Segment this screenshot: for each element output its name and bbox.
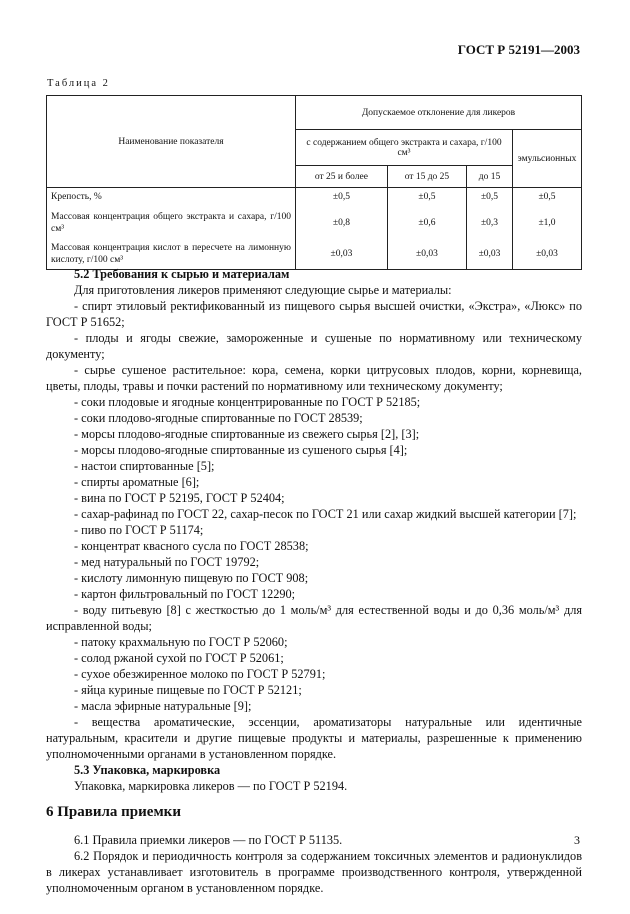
table-row	[47, 240, 582, 270]
paragraph: 6.1 Правила приемки ликеров — по ГОСТ Р 51135.	[74, 833, 343, 847]
col-header-group: Допускаемое отклонение для ликеров	[296, 96, 582, 130]
paragraph: 6.2 Порядок и периодичность контроля за содержанием токсичных элементов и радионуклидов в ликерах устанавливает изготовитель в программе производственного контроля, утвержденной уполномоченным органом в установленном порядке.	[46, 849, 582, 895]
cell-value: ±0,03	[513, 240, 582, 270]
col-header-name: Наименование показателя	[47, 96, 296, 188]
cell-value: ±0,8	[296, 206, 388, 240]
col-header-sub: до 15	[467, 166, 513, 188]
cell-value: ±0,03	[296, 240, 388, 270]
paragraph: - патоку крахмальную по ГОСТ Р 52060;	[74, 635, 288, 649]
paragraph: - сахар-рафинад по ГОСТ 22, сахар-песок по ГОСТ 21 или сахар жидкий высшей категории [7];	[74, 507, 577, 521]
paragraph: - вина по ГОСТ Р 52195, ГОСТ Р 52404;	[74, 491, 285, 505]
row-name: Массовая концентрация кислот в пересчете на лимонную кислоту, г/100 см³	[47, 240, 296, 270]
paragraph: - пиво по ГОСТ Р 51174;	[74, 523, 204, 537]
table-caption: Таблица 2	[47, 78, 110, 89]
col-header-sub: от 25 и более	[296, 166, 388, 188]
cell-value: ±0,5	[467, 188, 513, 206]
paragraph: Для приготовления ликеров применяют следующие сырье и материалы:	[74, 283, 452, 297]
subsection-heading: 5.3 Упаковка, маркировка	[74, 763, 221, 777]
paragraph: - сухое обезжиренное молоко по ГОСТ Р 52791;	[74, 667, 326, 681]
paragraph: - морсы плодово-ягодные спиртованные из сушеного сырья [4];	[74, 443, 408, 457]
col-header-sub: от 15 до 25	[387, 166, 466, 188]
section-heading: 6 Правила приемки	[46, 804, 181, 820]
paragraph: - солод ржаной сухой по ГОСТ Р 52061;	[74, 651, 284, 665]
paragraph: - морсы плодово-ягодные спиртованные из свежего сырья [2], [3];	[74, 427, 420, 441]
cell-value: ±0,5	[296, 188, 388, 206]
cell-value: ±0,6	[387, 206, 466, 240]
paragraph: - спирты ароматные [6];	[74, 475, 200, 489]
paragraph: - картон фильтровальный по ГОСТ 12290;	[74, 587, 296, 601]
document-body	[46, 266, 582, 896]
row-name: Массовая концентрация общего экстракта и сахара, г/100 см³	[47, 206, 296, 240]
cell-value: ±0,03	[387, 240, 466, 270]
paragraph: Упаковка, маркировка ликеров — по ГОСТ Р 52194.	[74, 779, 348, 793]
cell-value: ±0,03	[467, 240, 513, 270]
paragraph: - воду питьевую [8] с жесткостью до 1 моль/м³ для естественной воды и до 0,36 моль/м³ для исправленной воды;	[46, 603, 582, 633]
paragraph: - вещества ароматические, эссенции, ароматизаторы натуральные или идентичные натуральным, красители и другие пищевые продукты и материалы, разрешенные к применению уполномоченными органами в установленном порядке.	[46, 715, 582, 761]
paragraph: - соки плодовые и ягодные концентрированные по ГОСТ Р 52185;	[74, 395, 421, 409]
cell-value: ±1,0	[513, 206, 582, 240]
cell-value: ±0,5	[387, 188, 466, 206]
paragraph: - соки плодово-ягодные спиртованные по ГОСТ 28539;	[74, 411, 363, 425]
document-header: ГОСТ Р 52191—2003	[457, 42, 580, 57]
table-row	[47, 188, 582, 206]
paragraph: - настои спиртованные [5];	[74, 459, 215, 473]
paragraph: - масла эфирные натуральные [9];	[74, 699, 252, 713]
paragraph: - кислоту лимонную пищевую по ГОСТ 908;	[74, 571, 309, 585]
cell-value: ±0,5	[513, 188, 582, 206]
table-row	[47, 206, 582, 240]
page-number: 3	[574, 833, 580, 847]
deviation-table	[46, 95, 582, 270]
col-header-subgroup: с содержанием общего экстракта и сахара, г/100 см³	[296, 130, 513, 166]
cell-value: ±0,3	[467, 206, 513, 240]
paragraph: - мед натуральный по ГОСТ 19792;	[74, 555, 260, 569]
paragraph: - спирт этиловый ректификованный из пищевого сырья высшей очистки, «Экстра», «Люкс» по ГОСТ Р 51652;	[46, 299, 582, 329]
col-header-emulsion: эмульсионных	[513, 130, 582, 188]
paragraph: - концентрат квасного сусла по ГОСТ 28538;	[74, 539, 309, 553]
row-name: Крепость, %	[47, 188, 296, 206]
paragraph: - сырье сушеное растительное: кора, семена, корки цитрусовых плодов, корни, корневища, цветы, плоды, травы и почки растений по нормативному или техническому документу;	[46, 363, 582, 393]
paragraph: - плоды и ягоды свежие, замороженные и сушеные по нормативному или техническому документу;	[46, 331, 582, 361]
paragraph: - яйца куриные пищевые по ГОСТ Р 52121;	[74, 683, 302, 697]
subsection-heading: 5.2 Требования к сырью и материалам	[74, 267, 290, 281]
